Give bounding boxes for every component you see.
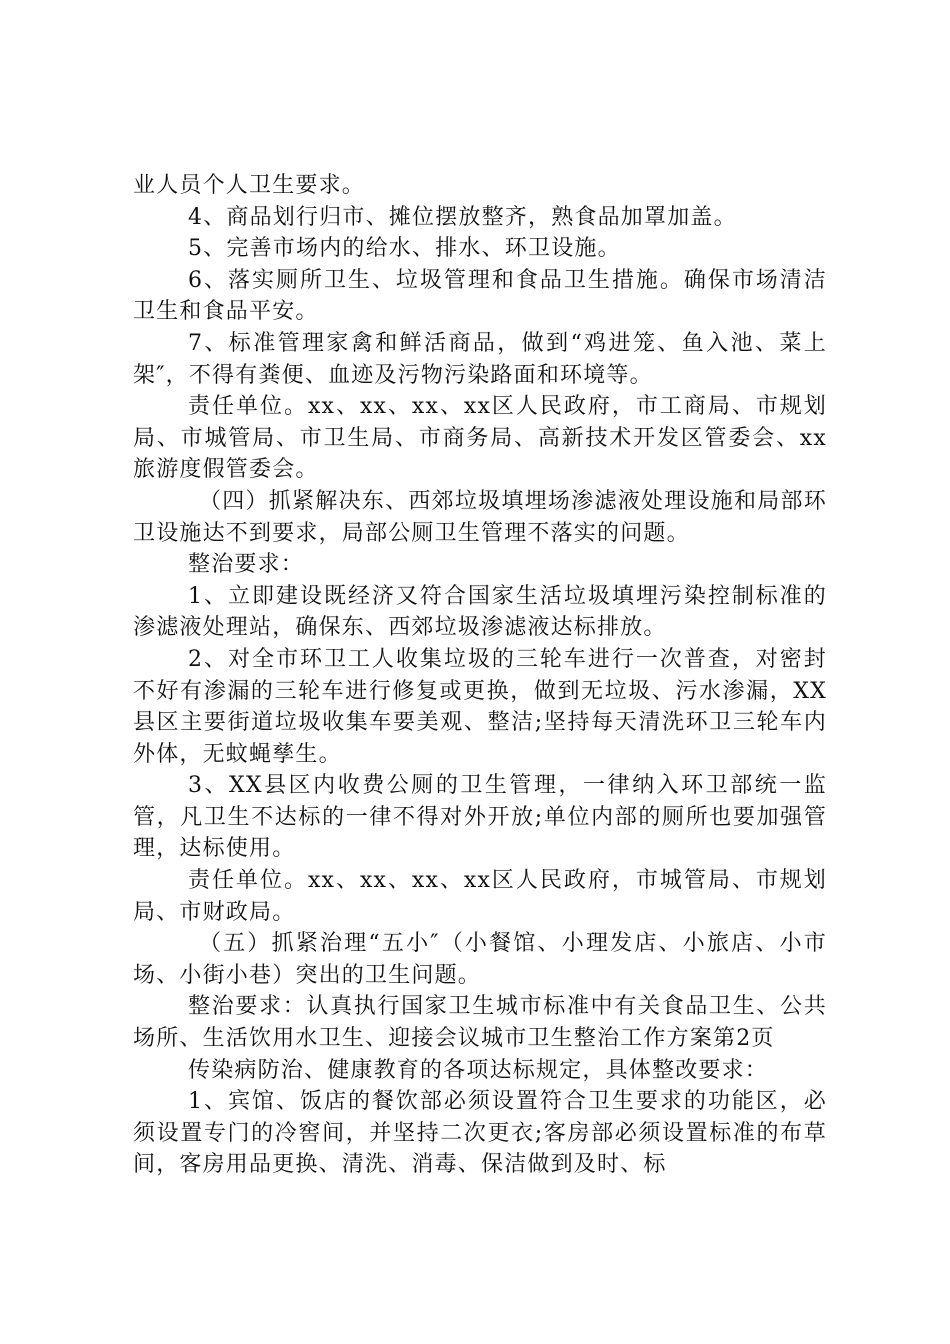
paragraph-requirements-intro: 整治要求：认真执行国家卫生城市标准中有关食品卫生、公共场所、生活饮用水卫生、迎接会议城市卫生整治工作方案第2页 [133,994,827,1052]
paragraph-item-6: 6、落实厕所卫生、垃圾管理和食品卫生措施。确保市场清洁卫生和食品平安。 [133,267,827,325]
paragraph-requirement-2: 2、对全市环卫工人收集垃圾的三轮车进行一次普查，对密封不好有渗漏的三轮车进行修复或更换，做到无垃圾、污水渗漏，XX县区主要街道垃圾收集车要美观、整洁;坚持每天清洗环卫三轮车内外体，无蚊蝇孳生。 [133,646,827,767]
section-heading-5: （五）抓紧治理“五小″（小餐馆、小理发店、小旅店、小市场、小街小巷）突出的卫生问题。 [133,931,827,988]
document-body [133,170,827,1181]
paragraph-hotel-requirement-1: 1、宾馆、饭店的餐饮部必须设置符合卫生要求的功能区，必须设置专门的冷窖间，并坚持二次更衣;客房部必须设置标准的布草间，客房用品更换、清洗、消毒、保洁做到及时、标 [133,1089,827,1178]
section-heading-4: （四）抓紧解决东、西郊垃圾填埋场渗滤液处理设施和局部环卫设施达不到要求，局部公厕卫生管理不落实的问题。 [133,488,827,546]
paragraph-requirement-3: 3、XX县区内收费公厕的卫生管理，一律纳入环卫部统一监管，凡卫生不达标的一律不得对外开放;单位内部的厕所也要加强管理，达标使用。 [133,773,827,862]
paragraph-responsible-units-1: 责任单位。xx、xx、xx、xx区人民政府，市工商局、市规划局、市城管局、市卫生局、市商务局、高新技术开发区管委会、xx旅游度假管委会。 [133,394,827,483]
paragraph-requirements-heading: 整治要求： [188,552,305,578]
paragraph-item-7: 7、标准管理家禽和鲜活商品，做到“鸡进笼、鱼入池、菜上架″，不得有粪便、血迹及污物污染路面和环境等。 [133,330,827,388]
paragraph-item-5: 5、完善市场内的给水、排水、环卫设施。 [188,236,621,262]
paragraph-item-4: 4、商品划行归市、摊位摆放整齐，熟食品加罩加盖。 [188,204,737,230]
paragraph-responsible-units-2: 责任单位。xx、xx、xx、xx区人民政府，市城管局、市规划局、市财政局。 [133,868,827,925]
paragraph-requirements-continued: 传染病防治、健康教育的各项达标规定，具体整改要求： [188,1057,769,1083]
paragraph-continuation: 业人员个人卫生要求。 [133,173,366,198]
paragraph-requirement-1: 1、立即建设既经济又符合国家生活垃圾填埋污染控制标准的渗滤液处理站，确保东、西郊垃圾渗滤液达标排放。 [133,583,827,641]
